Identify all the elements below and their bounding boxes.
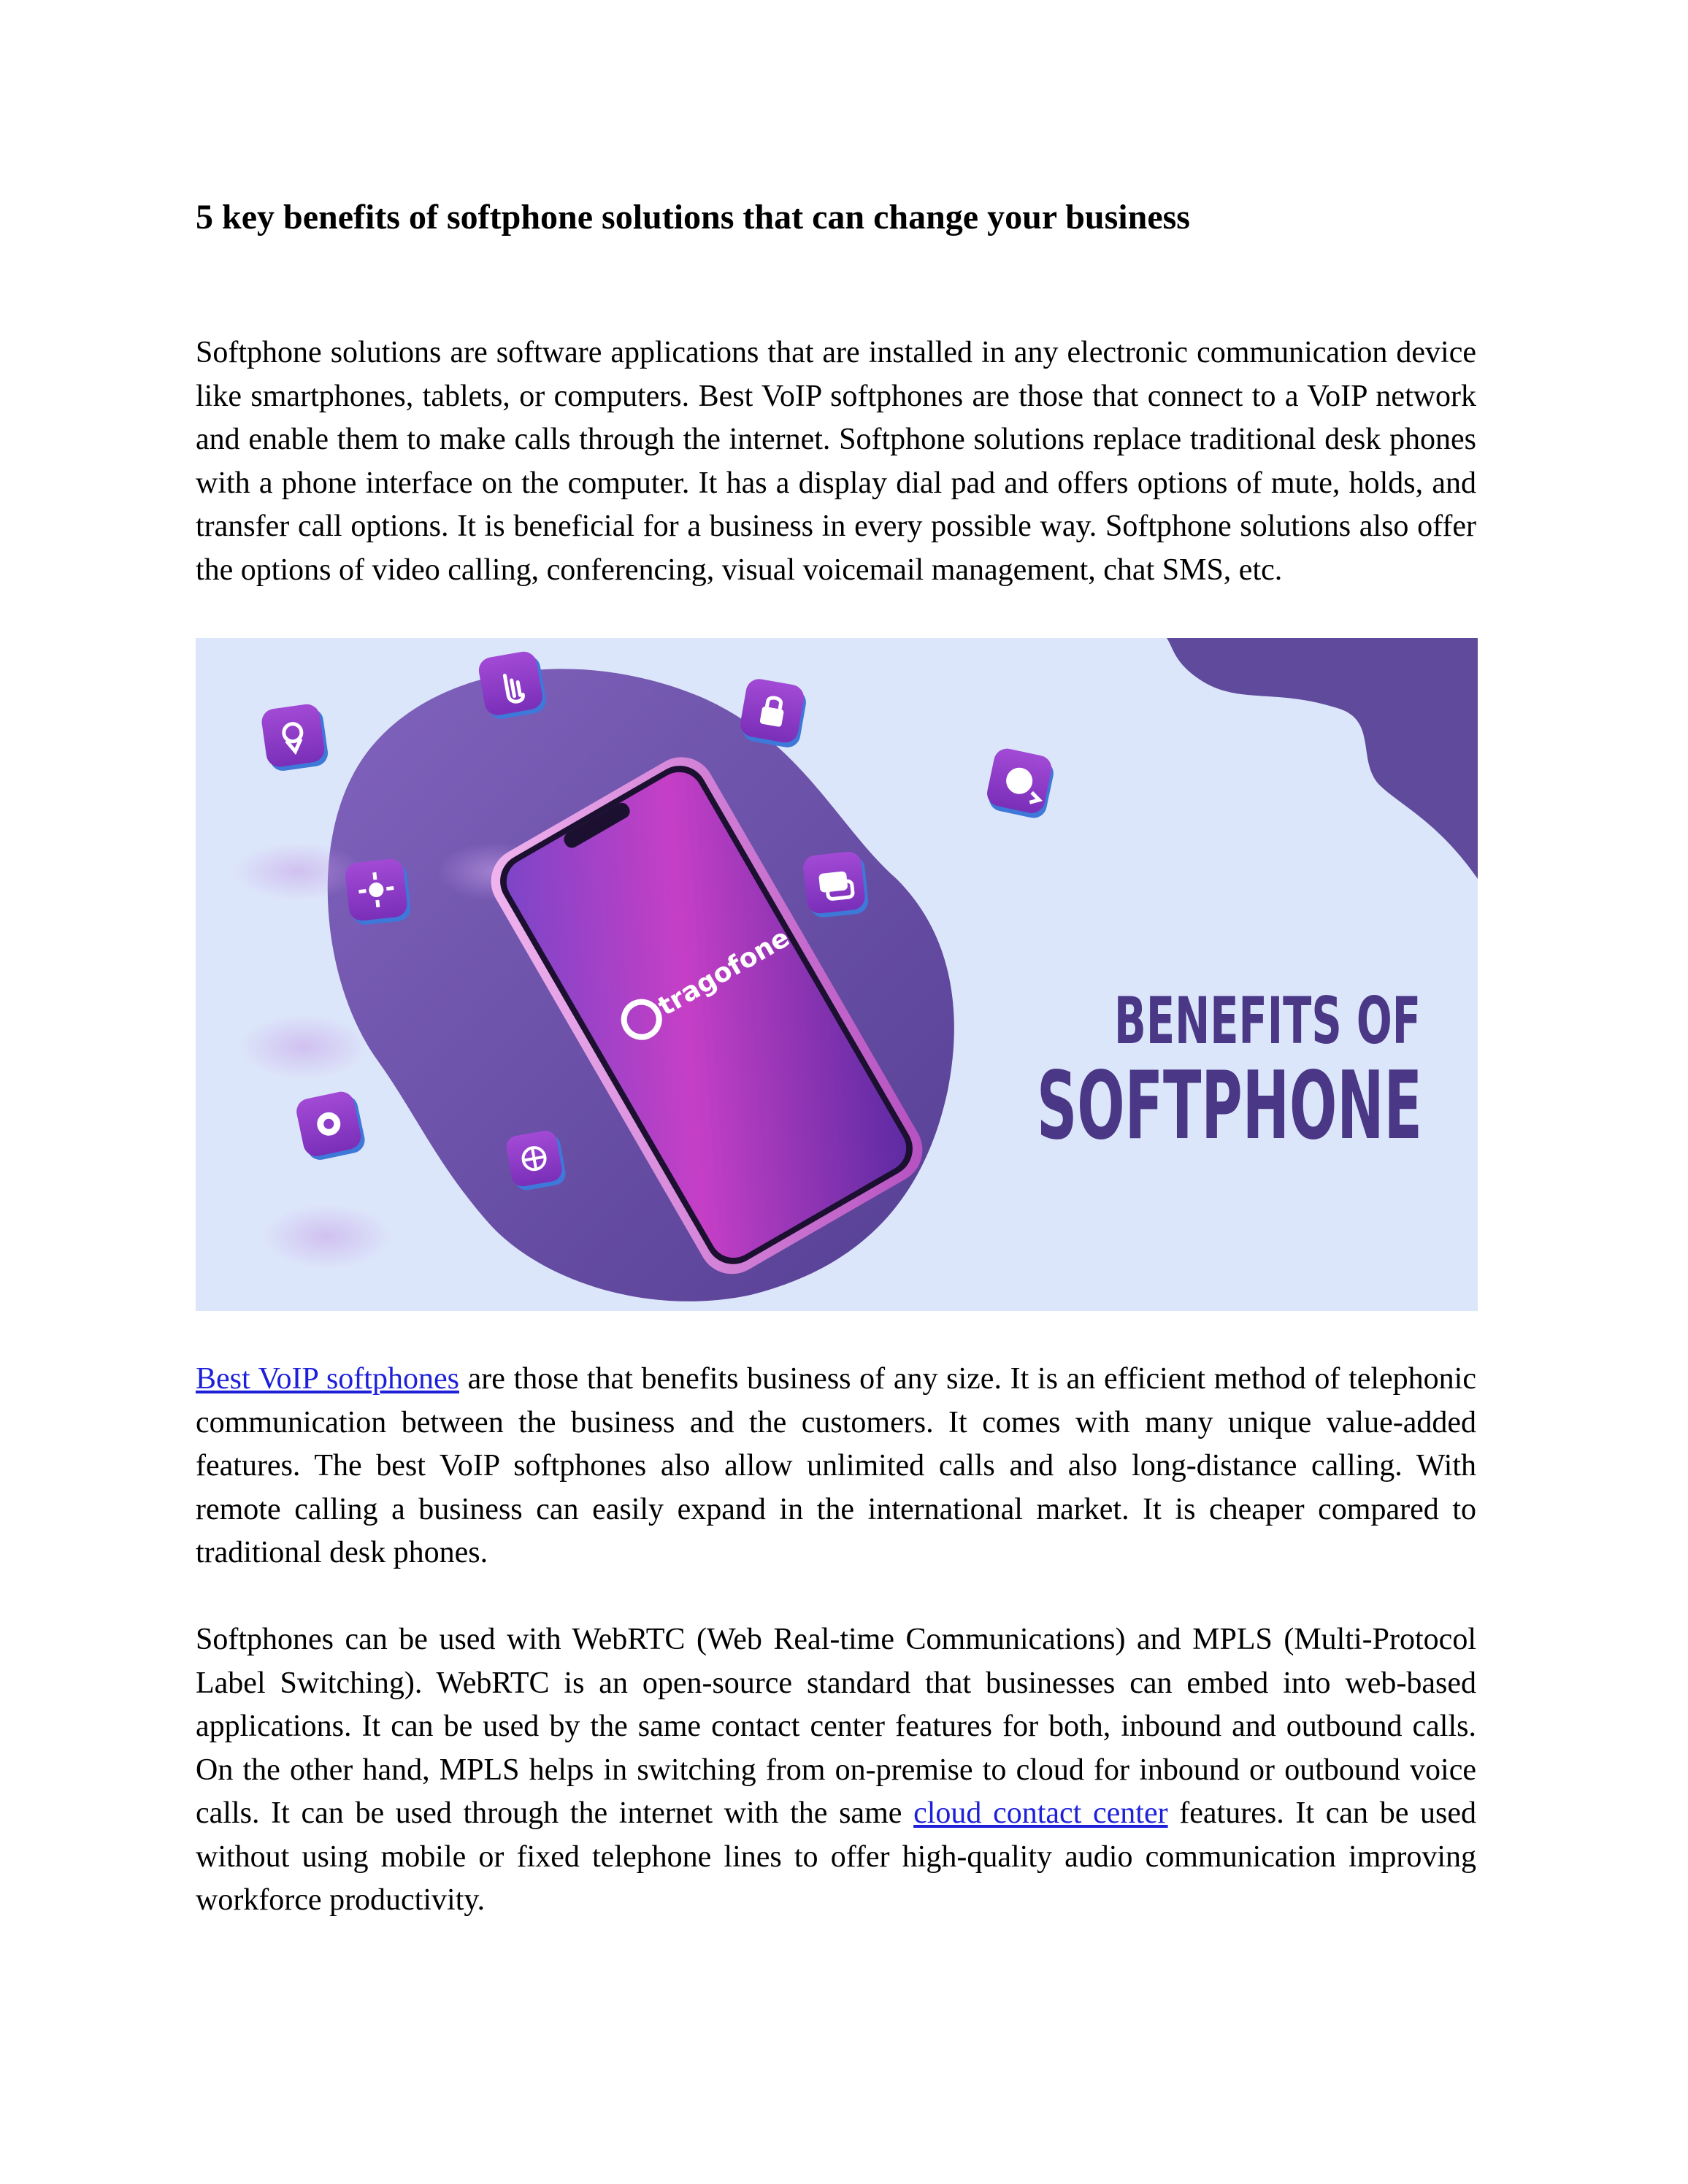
article-title: 5 key benefits of softphone solutions that can change your business — [196, 198, 1190, 237]
webrtc-paragraph — [196, 1618, 1476, 1923]
call-forward-icon — [983, 746, 1056, 820]
hero-heading-line2: SOFTPHONE — [1037, 1052, 1422, 1161]
cloud-contact-center-link[interactable]: cloud contact center — [913, 1796, 1168, 1830]
hero-heading-line1: BENEFITS OF — [1114, 983, 1421, 1058]
best-voip-softphones-link[interactable]: Best VoIP softphones — [196, 1362, 459, 1396]
brand-logo-text: tragofone — [653, 923, 795, 1022]
security-icon — [737, 677, 809, 749]
decorative-blob-right — [1167, 638, 1478, 879]
flower-icon — [294, 1088, 367, 1163]
intro-paragraph: Softphone solutions are software applications that are installed in any electronic communication device like smartphones, tablets, or computers. Best VoIP softphones are those that connect to a VoIP network and enable them to make calls through the internet. Softphone solutions replace traditional desk phones with a phone interface on the computer. It has a display dial pad and offers options of mute, holds, and transfer call options. It is beneficial for a business in every possible way. Softphone solutions also offer the options of video calling, conferencing, visual voicemail management, chat SMS, etc. — [196, 336, 1476, 587]
network-icon — [344, 858, 412, 926]
voip-paragraph — [196, 1358, 1476, 1575]
webrtc-paragraph-text-before: Softphones can be used with WebRTC (Web Real-time Communications) and MPLS (Multi-Protocol Label Switching). WebRTC is an open-source standard that businesses can embed into web-based applications. It can be used by the same contact center features for both, inbound and outbound calls. On the other hand, MPLS helps in switching from on-premise to cloud for inbound or outbound voice calls. It can be used through the internet with the same — [196, 1623, 1476, 1830]
voip-paragraph-text: are those that benefits business of any size. It is an efficient method of telephonic communication between the business and the customers. It comes with many unique value-added features. The best VoIP softphones also allow unlimited calls and also long-distance calling. With remote calling a business can easily expand in the international market. It is cheaper compared to traditional desk phones. — [196, 1362, 1476, 1569]
hero-image — [196, 638, 1478, 1311]
webrtc-paragraph-text-after: features. It can be used without using mobile or fixed telephone lines to offer high-quality audio communication improving workforce productivity. — [196, 1796, 1477, 1917]
chat-icon — [802, 850, 870, 919]
location-icon — [260, 702, 329, 773]
